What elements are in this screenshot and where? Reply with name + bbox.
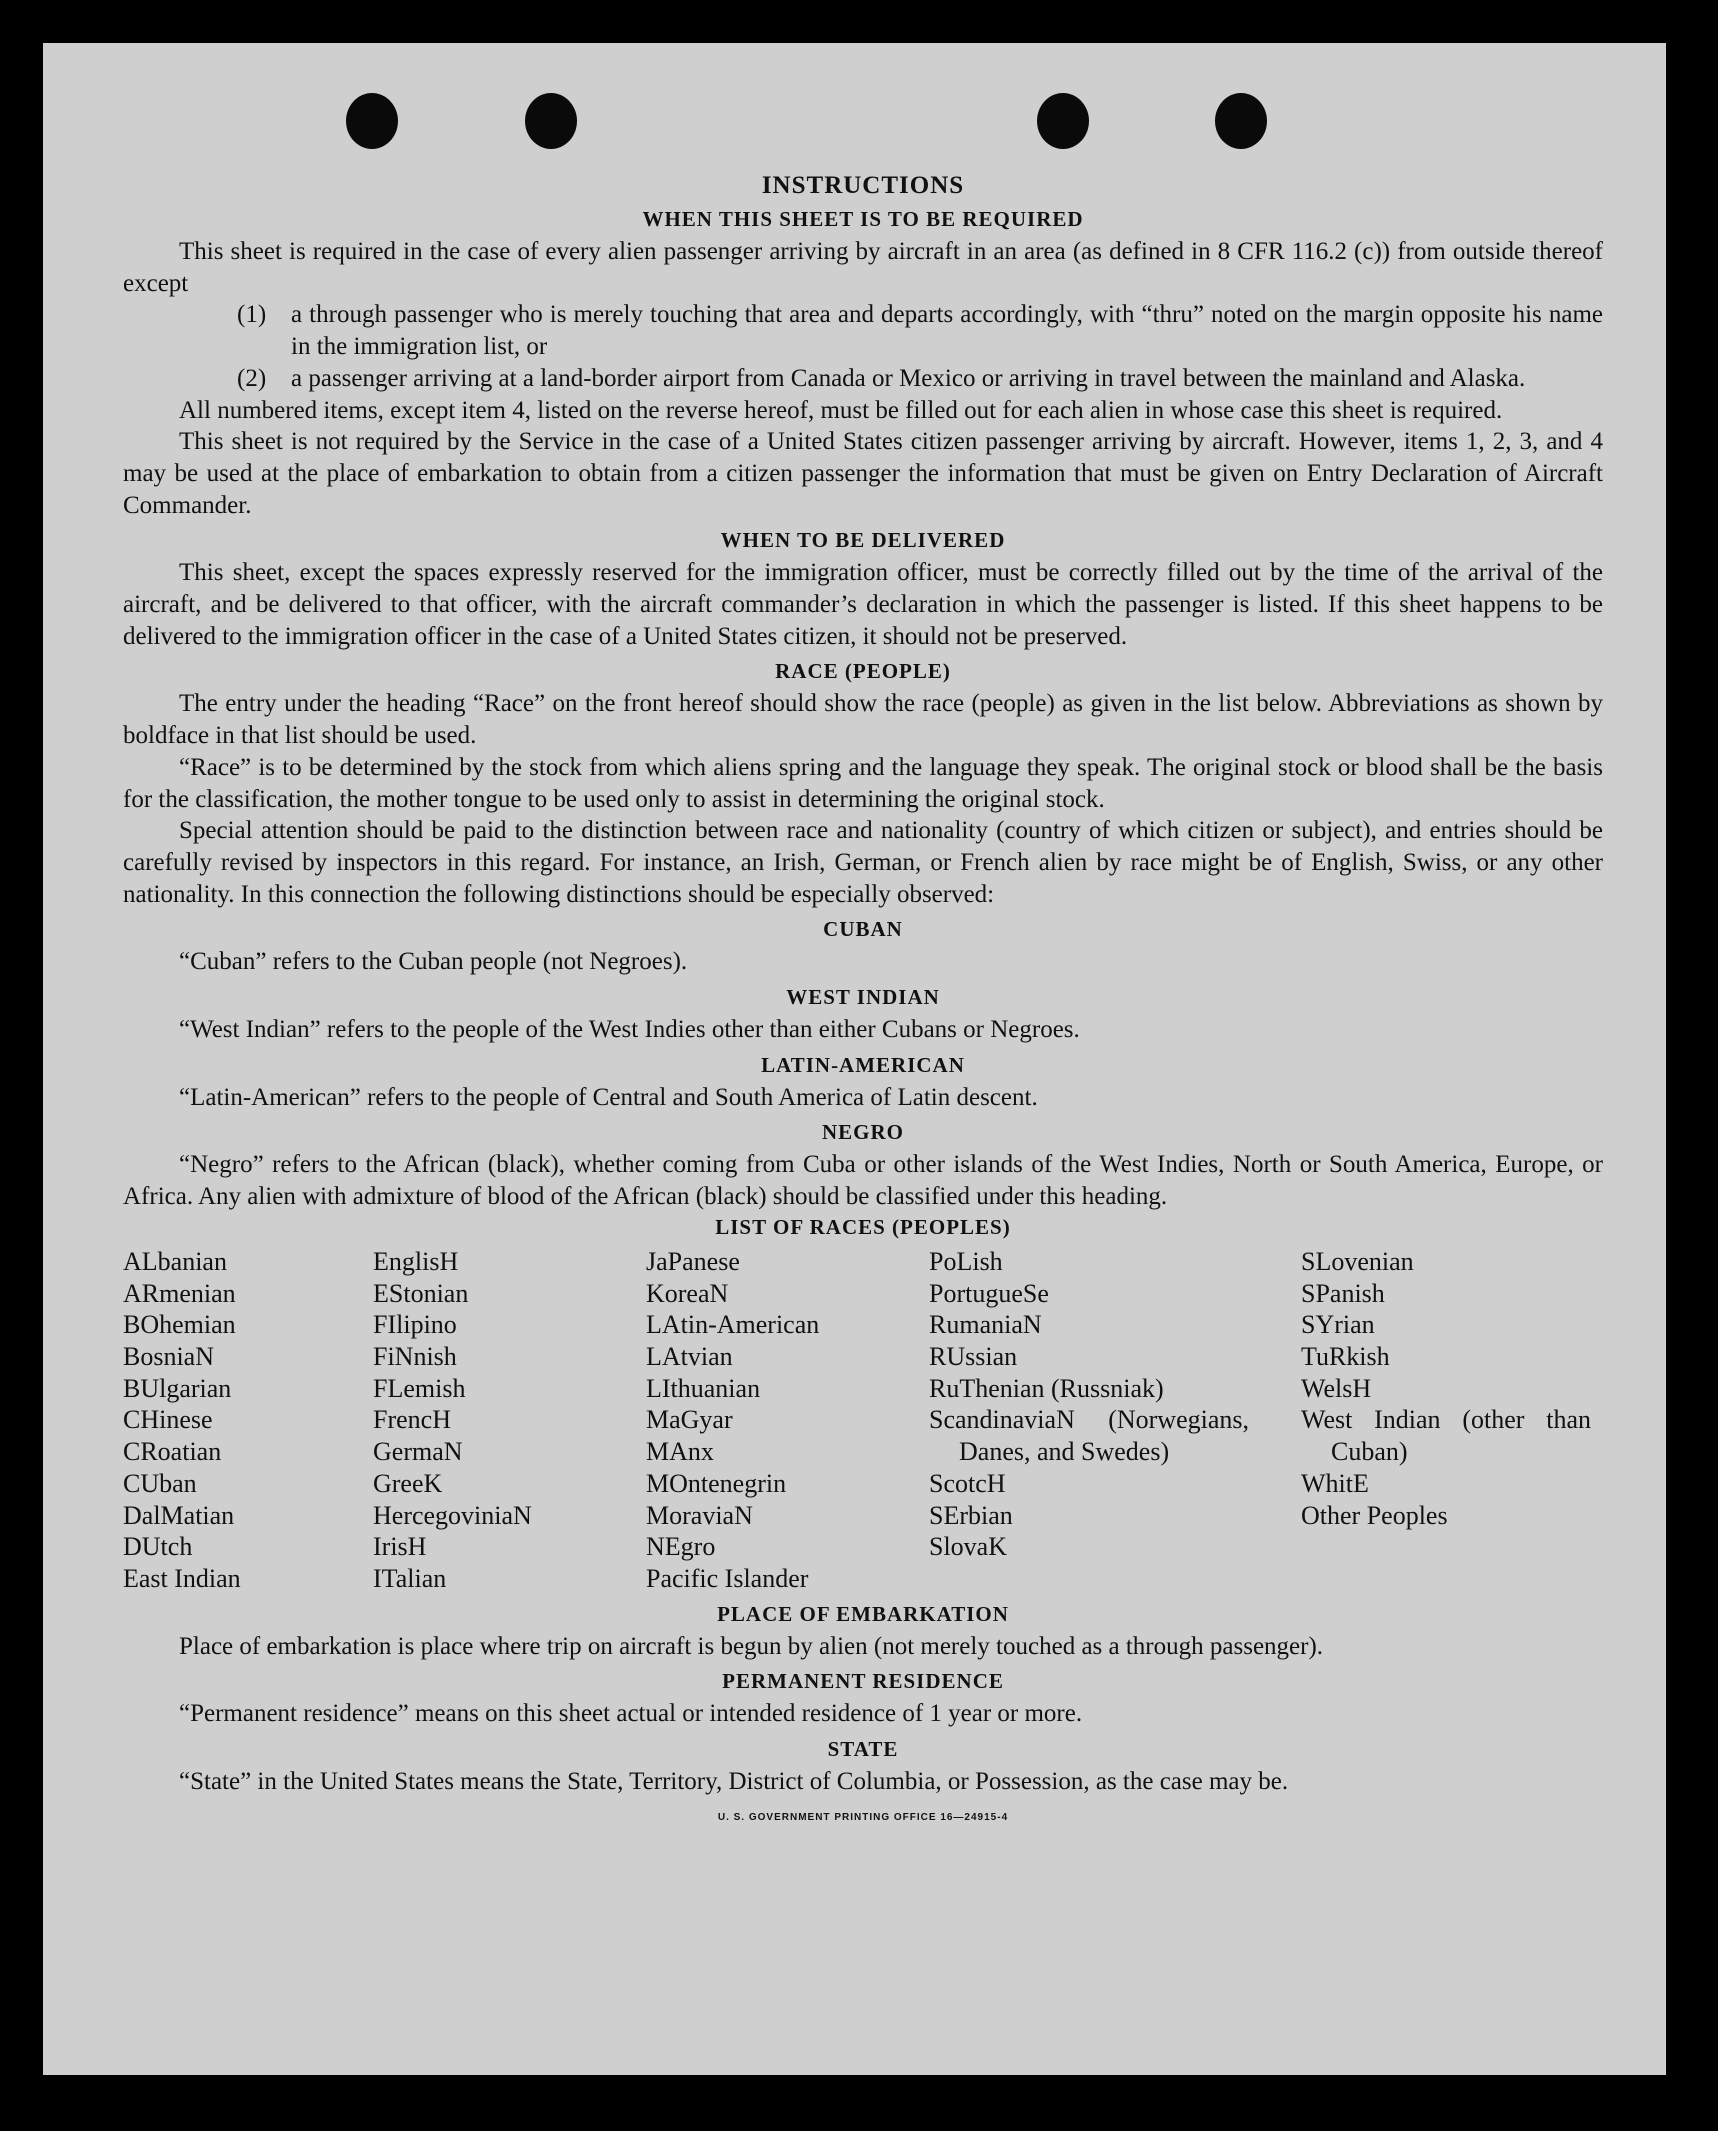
item-number: (2) <box>237 364 267 392</box>
race-entry: BUlgarian <box>123 1373 232 1403</box>
races-column <box>1301 1246 1601 1595</box>
race-entry: PortugueSe <box>929 1278 1049 1308</box>
section-heading: NEGRO <box>821 1120 904 1145</box>
race-entry: SYrian <box>1301 1310 1375 1340</box>
section-heading: LIST OF RACES (PEOPLES) <box>715 1214 1011 1239</box>
race-entry: KoreaN <box>646 1278 729 1308</box>
item-number: (1) <box>237 301 267 329</box>
race-entry: LAtin-American <box>646 1310 820 1340</box>
race-entry: MOntenegrin <box>646 1468 787 1498</box>
race-entry: DUtch <box>123 1532 193 1562</box>
race-entry: ScotcH <box>929 1468 1006 1498</box>
races-column <box>929 1246 1301 1595</box>
race-entry: EStonian <box>373 1278 469 1308</box>
section-heading: LATIN-AMERICAN <box>761 1052 965 1077</box>
paragraph: “Permanent residence” means on this sheet actual or intended residence of 1 year or more. <box>179 1700 1083 1728</box>
race-entry: East Indian <box>123 1563 241 1593</box>
race-entry: NEgro <box>646 1532 716 1562</box>
section-heading: WHEN TO BE DELIVERED <box>720 528 1006 553</box>
paragraph: “Cuban” refers to the Cuban people (not Negroes). <box>179 948 688 976</box>
race-entry: ITalian <box>373 1563 447 1593</box>
section-heading: PERMANENT RESIDENCE <box>722 1669 1004 1694</box>
race-entry: GermaN <box>373 1437 463 1467</box>
race-entry: LAtvian <box>646 1341 733 1371</box>
paragraph: This sheet is required in the case of every alien passenger arriving by aircraft in an area (as defined in 8 CFR 116.2 (c)) from outside thereof except <box>123 238 1603 297</box>
item-text: a passenger arriving at a land-border airport from Canada or Mexico or arriving in travel between the mainland and Alaska. <box>291 364 1526 392</box>
race-entry: SPanish <box>1301 1278 1385 1308</box>
paragraph: This sheet, except the spaces expressly reserved for the immigration officer, must be correctly filled out by the time of the arrival of the aircraft, and be delivered to that officer, with the aircraft commander’s declaration in which the passenger is listed. If this sheet happens to be delivered to the immigration officer in the case of a United States citizen, it should not be preserved. <box>123 559 1603 650</box>
race-entry: MaGyar <box>646 1405 733 1435</box>
race-entry: WhitE <box>1301 1468 1369 1498</box>
races-column <box>123 1246 373 1595</box>
race-entry: WelsH <box>1301 1373 1372 1403</box>
race-entry: Other Peoples <box>1301 1500 1448 1530</box>
instructions-content <box>123 126 1603 1823</box>
paragraph: “State” in the United States means the State, Territory, District of Columbia, or Possession, as the case may be. <box>179 1768 1289 1796</box>
race-entry: RUssian <box>929 1341 1018 1371</box>
race-entry: BosniaN <box>123 1341 214 1371</box>
race-entry: SErbian <box>929 1500 1013 1530</box>
race-entry: West Indian (other than Cuban) <box>1301 1405 1591 1467</box>
race-entry: LIthuanian <box>646 1373 761 1403</box>
race-entry: IrisH <box>373 1532 427 1562</box>
section-heading: STATE <box>827 1737 899 1762</box>
section-heading: WHEN THIS SHEET IS TO BE REQUIRED <box>642 207 1084 231</box>
race-entry: PoLish <box>929 1246 1003 1276</box>
paragraph: Special attention should be paid to the distinction between race and nationality (country of which citizen or subject), and entries should be carefully revised by inspectors in this regard. For instance, an Irish, German, or French alien by race might be of English, Swiss, or any other nationality. In this connection the following distinctions should be especially observed: <box>123 817 1603 908</box>
race-entry: CUban <box>123 1468 197 1498</box>
paragraph: Place of embarkation is place where trip on aircraft is begun by alien (not merely touched as a through passenger). <box>179 1632 1324 1660</box>
race-entry: JaPanese <box>646 1246 740 1276</box>
race-entry: MoraviaN <box>646 1500 753 1530</box>
paragraph: “Race” is to be determined by the stock from which aliens spring and the language they speak. The original stock or blood shall be the basis for the classification, the mother tongue to be used only to assist in determining the original stock. <box>123 753 1603 813</box>
race-entry: RumaniaN <box>929 1310 1042 1340</box>
race-entry: FiNnish <box>373 1341 457 1371</box>
paragraph: All numbered items, except item 4, listed on the reverse hereof, must be filled out for each alien in whose case this sheet is required. <box>179 396 1503 424</box>
race-entry: SLovenian <box>1301 1246 1414 1276</box>
page-title: INSTRUCTIONS <box>761 172 965 199</box>
race-entry: ScandinaviaN (Norwegians, Danes, and Swedes) <box>929 1405 1249 1467</box>
race-entry: FLemish <box>373 1373 466 1403</box>
races-column <box>646 1246 929 1595</box>
race-entry: HercegoviniaN <box>373 1500 532 1530</box>
item-text: a through passenger who is merely touching that area and departs accordingly, with “thru” noted on the margin opposite his name in the immigration list, or <box>291 301 1603 361</box>
race-entry: ALbanian <box>123 1246 227 1276</box>
races-list <box>123 1246 1603 1595</box>
race-entry: ARmenian <box>123 1278 236 1308</box>
race-entry: DalMatian <box>123 1500 235 1530</box>
paragraph: “Negro” refers to the African (black), whether coming from Cuba or other islands of the West Indies, North or South America, Europe, or Africa. Any alien with admixture of blood of the African (black) should be classified under this heading. <box>123 1151 1603 1211</box>
race-entry: Pacific Islander <box>646 1563 809 1593</box>
list-item <box>237 299 1603 362</box>
section-heading: WEST INDIAN <box>786 985 940 1010</box>
race-entry: SlovaK <box>929 1532 1007 1562</box>
section-heading: CUBAN <box>823 917 903 942</box>
paragraph: The entry under the heading “Race” on the front hereof should show the race (people) as given in the list below. Abbreviations as shown by boldface in that list should be used. <box>123 690 1603 750</box>
section-heading: PLACE OF EMBARKATION <box>717 1601 1009 1626</box>
race-entry: MAnx <box>646 1437 714 1467</box>
paragraph: “West Indian” refers to the people of the West Indies other than either Cubans or Negroes. <box>179 1016 1080 1044</box>
race-entry: FIlipino <box>373 1310 457 1340</box>
list-item <box>237 363 1603 395</box>
race-entry: TuRkish <box>1301 1341 1390 1371</box>
paragraph: “Latin-American” refers to the people of Central and South America of Latin descent. <box>179 1083 1038 1111</box>
race-entry: GreeK <box>373 1468 443 1498</box>
race-entry: RuThenian (Russniak) <box>929 1373 1164 1403</box>
race-entry: EnglisH <box>373 1246 459 1276</box>
printer-imprint: U. S. GOVERNMENT PRINTING OFFICE 16—24915-4 <box>717 1811 1009 1823</box>
race-entry: CRoatian <box>123 1437 222 1467</box>
document-sheet <box>43 43 1666 2075</box>
race-entry: FrencH <box>373 1405 451 1435</box>
paragraph: This sheet is not required by the Service in the case of a United States citizen passenger arriving by aircraft. However, items 1, 2, 3, and 4 may be used at the place of embarkation to obtain from a citizen passenger the information that must be given on Entry Declaration of Aircraft Commander. <box>123 428 1603 519</box>
race-entry: BOhemian <box>123 1310 236 1340</box>
section-heading: RACE (PEOPLE) <box>775 659 951 684</box>
races-column <box>373 1246 646 1595</box>
race-entry: CHinese <box>123 1405 213 1435</box>
